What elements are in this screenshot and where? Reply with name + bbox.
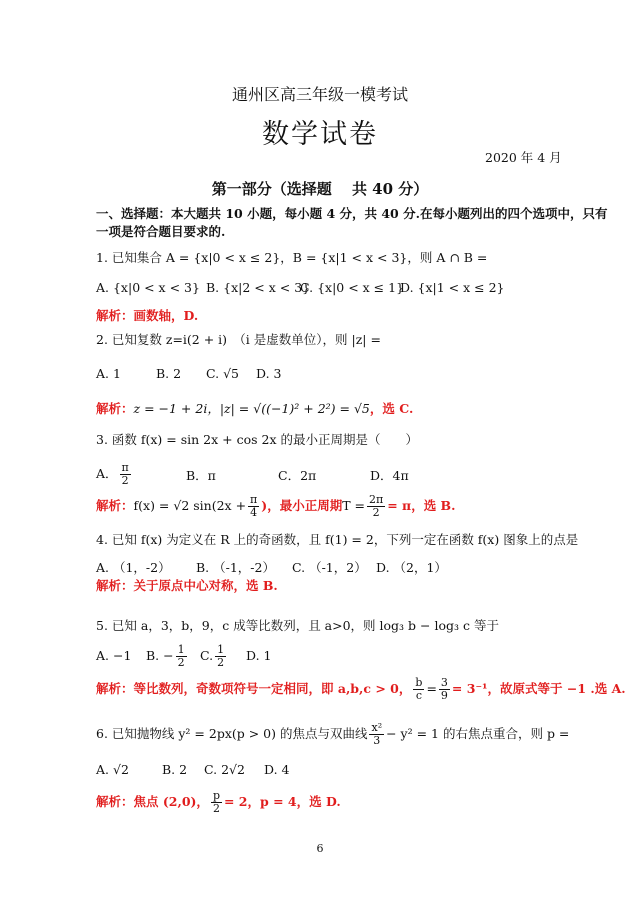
q5-analysis-equals: = <box>426 681 437 696</box>
q2-option-b: B. 2 <box>156 366 182 381</box>
q4-analysis: 解析：关于原点中心对称，选 B. <box>96 578 278 593</box>
q5-option-b-fraction <box>176 644 187 669</box>
q6-analysis <box>96 790 341 815</box>
q5-analysis-text: 解析：等比数列，奇数项符号一定相同，即 a,b,c > 0， <box>96 681 412 696</box>
fraction-numerator: 2π <box>369 493 384 506</box>
q3-analysis-end: = π，选 B. <box>387 498 456 513</box>
q5-analysis <box>96 677 626 702</box>
fraction-numerator: π <box>250 493 258 506</box>
q3-option-b: B．π <box>186 468 216 483</box>
fraction-denominator: 3 <box>373 734 381 747</box>
fraction-numerator: 1 <box>217 643 225 656</box>
q6-analysis-text: 解析：焦点 (2,0)， <box>96 794 209 809</box>
exam-date: 2020 年 4 月 <box>485 150 562 165</box>
q3-analysis-T-fraction <box>367 494 385 519</box>
q3-analysis-T: T = <box>342 498 365 513</box>
q4-stem: 4. 已知 f(x) 为定义在 R 上的奇函数，且 f(1) = 2，下列一定在函数 f(x) 图象上的点是 <box>96 532 579 547</box>
q6-stem-fraction <box>369 722 384 747</box>
fraction-numerator: x² <box>371 721 383 734</box>
q3-stem: 3. 函数 f(x) = sin 2x + cos 2x 的最小正周期是（ ） <box>96 432 418 447</box>
fraction-denominator: 2 <box>177 656 185 669</box>
q1-option-b: B. {x|2 < x < 3} <box>206 280 311 295</box>
part-title: 第一部分（选择题 共 40 分） <box>211 180 429 198</box>
fraction-denominator: 9 <box>440 689 448 702</box>
q4-option-b: B. （-1，-2） <box>196 560 275 575</box>
q6-analysis-fraction <box>211 790 222 815</box>
fraction-denominator: 2 <box>217 656 225 669</box>
q4-option-c: C. （-1，2） <box>292 560 367 575</box>
fraction-numerator: b <box>415 676 423 689</box>
q2-analysis-tail: ，选 C. <box>369 401 414 416</box>
q6-option-c: C. 2√2 <box>204 762 245 777</box>
q1-analysis: 解析：画数轴，D. <box>96 308 199 323</box>
fraction-numerator: 3 <box>440 676 448 689</box>
q5-option-c-fraction <box>215 644 226 669</box>
fraction-denominator: 2 <box>372 506 380 519</box>
q5-analysis-conclusion: = 3⁻¹，故原式等于 −1 .选 A. <box>451 681 626 696</box>
fraction-numerator: 1 <box>177 643 185 656</box>
q4-option-d: D. （2，1） <box>376 560 447 575</box>
q5-analysis-fraction-39 <box>439 677 450 702</box>
fraction-denominator: 2 <box>121 474 129 487</box>
q3-analysis-fraction <box>248 494 259 519</box>
q5-option-c <box>200 644 228 669</box>
q3-analysis-formula: f(x) = √2 sin(2x + <box>133 498 247 513</box>
fraction-numerator: p <box>212 789 220 802</box>
q2-analysis-math: z = −1 + 2i，|z| = √((−1)² + 2²) = √5 <box>133 401 370 416</box>
q1-option-c: C. {x|0 < x ≤ 1} <box>300 280 405 295</box>
q3-option-d: D．4π <box>370 468 409 483</box>
subject-title: 数学试卷 <box>262 119 378 150</box>
q3-analysis-label: 解析： <box>96 498 134 513</box>
fraction-numerator: π <box>121 461 129 474</box>
q1-option-d: D. {x|1 < x ≤ 2} <box>400 280 505 295</box>
q6-option-b: B. 2 <box>162 762 188 777</box>
q2-option-d: D. 3 <box>256 366 282 381</box>
instructions-line-2: 一项是符合题目要求的. <box>96 224 226 239</box>
q3-option-a-label: A． <box>96 466 118 481</box>
q5-stem: 5. 已知 a，3，b，9，c 成等比数列，且 a>0，则 log₃ b − log₃ c 等于 <box>96 618 499 633</box>
q3-analysis-period-text: )，最小正周期 <box>261 498 343 513</box>
q6-stem-end: − y² = 1 的右焦点重合，则 p = <box>386 726 570 741</box>
q4-option-a: A. （1，-2） <box>96 560 171 575</box>
q2-option-c: C. √5 <box>206 366 239 381</box>
fraction-denominator: 4 <box>250 506 258 519</box>
q3-analysis <box>96 494 455 519</box>
q6-option-a: A. √2 <box>96 762 129 777</box>
instructions-line-1: 一、选择题：本大题共 10 小题，每小题 4 分，共 40 分.在每小题列出的四个选项中，只有 <box>96 206 608 221</box>
q5-analysis-fraction-bc <box>413 677 424 702</box>
exam-title: 通州区高三年级一模考试 <box>231 85 408 104</box>
q5-option-b-label: B. − <box>146 648 174 663</box>
q2-analysis <box>96 399 413 417</box>
q6-option-d: D. 4 <box>264 762 290 777</box>
q2-stem: 2. 已知复数 z=i(2 + i) （i 是虚数单位），则 |z| = <box>96 332 381 347</box>
q5-option-c-label: C. <box>200 648 214 663</box>
q3-option-a <box>96 462 133 487</box>
q1-stem: 1. 已知集合 A = {x|0 < x ≤ 2}，B = {x|1 < x < 3}，则 A ∩ B = <box>96 250 488 265</box>
q3-option-c: C．2π <box>278 468 317 483</box>
q2-analysis-label: 解析： <box>96 401 134 416</box>
q3-option-a-fraction <box>120 462 131 487</box>
q6-stem <box>96 722 569 747</box>
q6-analysis-conclusion: = 2，p = 4，选 D. <box>223 794 341 809</box>
q5-option-d: D. 1 <box>246 648 272 663</box>
q5-option-b <box>146 644 189 669</box>
q5-option-a: A. −1 <box>96 648 132 663</box>
page-number: 6 <box>316 842 324 855</box>
fraction-denominator: c <box>415 689 422 702</box>
fraction-denominator: 2 <box>212 802 220 815</box>
q1-option-a: A. {x|0 < x < 3} <box>96 280 200 295</box>
q6-stem-start: 6. 已知抛物线 y² = 2px(p > 0) 的焦点与双曲线 <box>96 726 368 741</box>
q2-option-a: A. 1 <box>96 366 121 381</box>
